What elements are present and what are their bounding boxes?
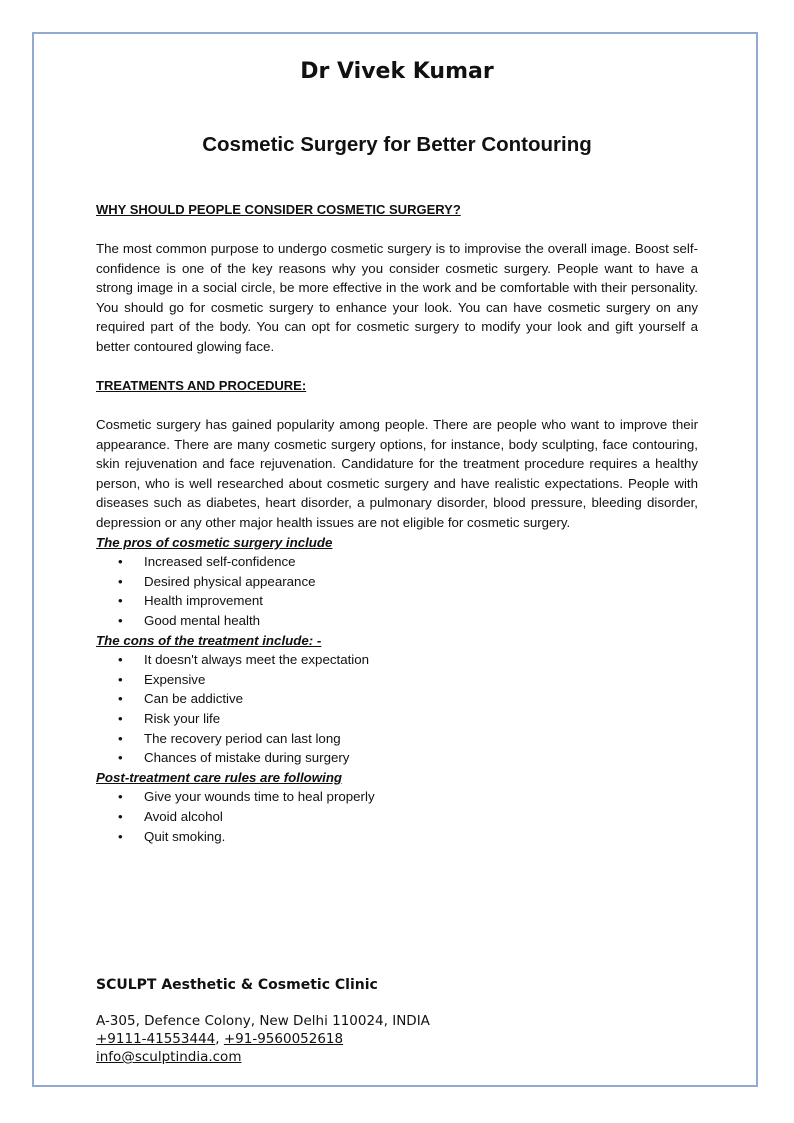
- clinic-contact-block: [96, 975, 698, 1066]
- list-item: • Desired physical appearance: [96, 572, 698, 592]
- bullet-icon: •: [118, 573, 123, 589]
- document-body: [96, 56, 698, 846]
- bullet-icon: •: [118, 613, 123, 628]
- why-cosmetic-surgery-heading: WHY SHOULD PEOPLE CONSIDER COSMETIC SURGERY?: [96, 202, 461, 217]
- bullet-icon: •: [118, 730, 123, 746]
- treatments-procedure-heading: TREATMENTS AND PROCEDURE:: [96, 378, 307, 394]
- list-item: • Health improvement: [96, 591, 698, 611]
- doctor-name-title: Dr Vivek Kumar: [300, 59, 494, 84]
- bullet-icon: •: [118, 652, 123, 668]
- clinic-phones: [96, 1030, 698, 1048]
- why-cosmetic-surgery-paragraph: The most common purpose to undergo cosmetic surgery is to improvise the overall image. Boost self-confidence is one of the key reasons why you consider cosmetic surgery. People want to have a strong image in a social circle, be more effective in the work and be comfortable with their personality. You should go for cosmetic surgery to enhance your look. You can have cosmetic surgery on any required part of the body. You can opt for cosmetic surgery to modify your look and gift yourself a better contoured glowing face.: [96, 241, 698, 354]
- treatments-procedure-paragraph: Cosmetic surgery has gained popularity among people. There are people who want to improve their appearance. There are many cosmetic surgery options, for instance, body sculpting, face contouring, skin rejuvenation and face rejuvenation. Candidature for the treatment procedure requires a healthy person, who is well researched about cosmetic surgery and have realistic expectations. People with diseases such as diabetes, heart disorder, a pulmonary disorder, blood pressure, bleeding disorder, depression or any other major health issues are not eligible for cosmetic surgery.: [96, 417, 698, 531]
- list-item: • Can be addictive: [96, 689, 698, 709]
- clinic-email-line: [96, 1048, 698, 1066]
- cons-list: [96, 650, 698, 768]
- bullet-icon: •: [118, 593, 123, 609]
- list-item: • Quit smoking.: [96, 827, 698, 847]
- pros-list: [96, 552, 698, 630]
- bullet-icon: •: [118, 671, 123, 687]
- cons-heading: The cons of the treatment include: -: [96, 632, 322, 648]
- list-item: • The recovery period can last long: [96, 729, 698, 749]
- list-item: • Good mental health: [96, 611, 698, 631]
- list-item: • It doesn't always meet the expectation: [96, 650, 698, 670]
- clinic-name: SCULPT Aesthetic & Cosmetic Clinic: [96, 977, 378, 993]
- email-link[interactable]: info@sculptindia.com: [96, 1049, 242, 1065]
- bullet-icon: •: [118, 789, 123, 805]
- bullet-icon: •: [118, 808, 123, 824]
- phone-link-1[interactable]: +9111-41553444: [96, 1031, 216, 1047]
- bullet-icon: •: [118, 691, 123, 707]
- document-subtitle: Cosmetic Surgery for Better Contouring: [202, 133, 592, 156]
- list-item: • Avoid alcohol: [96, 807, 698, 827]
- clinic-address: A-305, Defence Colony, New Delhi 110024, INDIA: [96, 1013, 430, 1029]
- phone-separator: ,: [215, 1031, 224, 1047]
- post-care-heading: Post-treatment care rules are following: [96, 769, 343, 785]
- bullet-icon: •: [118, 750, 123, 766]
- bullet-icon: •: [118, 554, 123, 570]
- bullet-icon: •: [118, 828, 123, 844]
- list-item: • Chances of mistake during surgery: [96, 748, 698, 768]
- list-item: • Expensive: [96, 670, 698, 690]
- pros-heading: The pros of cosmetic surgery include: [96, 534, 333, 550]
- list-item: • Give your wounds time to heal properly: [96, 787, 698, 807]
- bullet-icon: •: [118, 710, 123, 726]
- list-item: • Increased self-confidence: [96, 552, 698, 572]
- post-care-list: [96, 787, 698, 846]
- phone-link-2[interactable]: +91-9560052618: [223, 1031, 344, 1047]
- list-item: • Risk your life: [96, 709, 698, 729]
